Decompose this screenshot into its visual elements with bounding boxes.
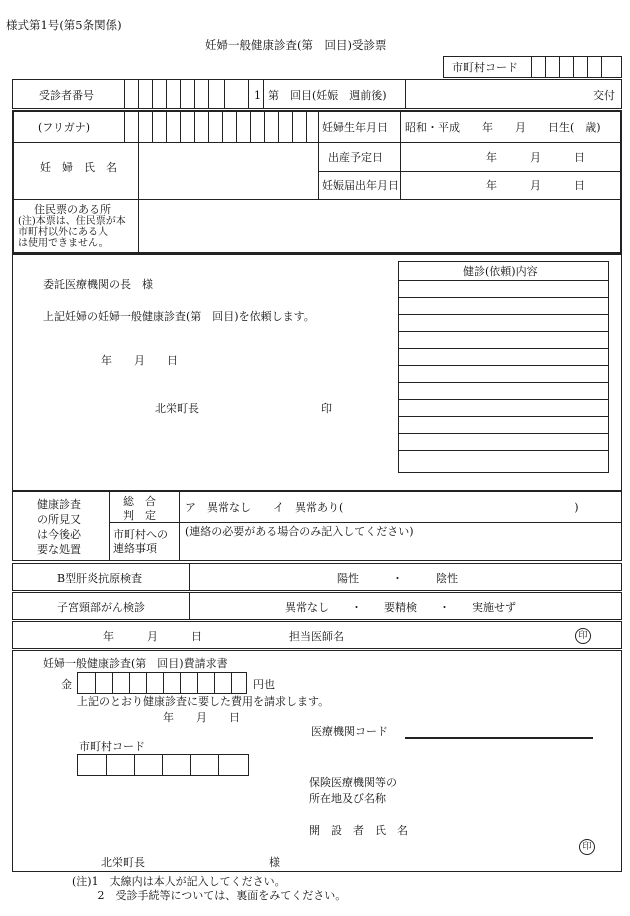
patient-info-section bbox=[12, 110, 622, 254]
doctor-date: 年 月 日 bbox=[103, 630, 202, 643]
request-seal: 印 bbox=[321, 402, 332, 415]
request-addressee: 委託医療機関の長 様 bbox=[43, 278, 153, 291]
notification-date-label: 妊娠届出年月日 bbox=[322, 179, 399, 192]
invoice-title: 妊婦一般健康診査(第 回目)費請求書 bbox=[43, 657, 228, 670]
hepatitis-options: 陽性 ・ 陰性 bbox=[337, 572, 458, 585]
birthdate-value: 昭和・平成 年 月 日生( 歳) bbox=[405, 121, 601, 134]
founder-seal: 印 bbox=[579, 839, 595, 855]
request-date: 年 月 日 bbox=[101, 354, 178, 367]
invoice-section bbox=[12, 650, 622, 872]
doctor-row bbox=[12, 621, 622, 649]
note-2: 2 受診手続等については、裏面をみてください。 bbox=[72, 889, 347, 902]
amount-prefix: 金 bbox=[61, 678, 72, 691]
doctor-seal: 印 bbox=[575, 628, 591, 644]
invoice-date: 年 月 日 bbox=[163, 711, 240, 724]
doctor-name-input[interactable] bbox=[357, 627, 577, 645]
form-title: 妊婦一般健康診査(第 回目)受診票 bbox=[205, 38, 387, 52]
invoice-municipality-code-label: 市町村コード bbox=[79, 740, 145, 753]
institution-code-input[interactable] bbox=[407, 723, 593, 737]
municipality-code-box bbox=[443, 56, 622, 78]
judgment-label: 総 合 判 定 bbox=[123, 495, 156, 522]
invoice-municipality-code-box bbox=[77, 754, 249, 776]
hepatitis-label: B型肝炎抗原検査 bbox=[57, 572, 143, 585]
address-input[interactable] bbox=[142, 204, 612, 248]
doctor-name-label: 担当医師名 bbox=[289, 630, 344, 643]
contact-value: (連絡の必要がある場合のみ記入してください) bbox=[185, 525, 414, 538]
invoice-statement: 上記のとおり健康診査に要した費用を請求します。 bbox=[77, 695, 330, 708]
contact-label: 市町村への 連絡事項 bbox=[113, 528, 168, 555]
cervical-options: 異常なし ・ 要精検 ・ 実施せず bbox=[285, 601, 516, 614]
patient-name-input[interactable] bbox=[142, 148, 314, 194]
invoice-addressee: 北栄町長 bbox=[101, 856, 145, 869]
institution-code-label: 医療機関コード bbox=[311, 725, 388, 738]
findings-label: 健康診査 の所見又 は今後必 要な処置 bbox=[37, 498, 81, 556]
form-number: 様式第1号(第5条関係) bbox=[6, 18, 122, 32]
amount-suffix: 円也 bbox=[253, 678, 275, 691]
due-date-label: 出産予定日 bbox=[328, 151, 383, 164]
invoice-municipality-code-input[interactable] bbox=[80, 757, 246, 773]
request-body: 上記妊婦の妊婦一般健康診査(第 回目)を依頼します。 bbox=[43, 310, 315, 323]
municipality-code-label: 市町村コード bbox=[452, 61, 518, 74]
request-signatory: 北栄町長 bbox=[155, 402, 199, 415]
cervical-row bbox=[12, 592, 622, 620]
request-section bbox=[12, 254, 622, 491]
checkup-contents-header: 健診(依頼)内容 bbox=[463, 265, 538, 278]
visit-text: 第 回目(妊娠 週前後) bbox=[268, 89, 387, 102]
patient-number-label: 受診者番号 bbox=[39, 89, 94, 102]
due-date-value: 年 月 日 bbox=[486, 151, 585, 164]
municipality-code-input[interactable] bbox=[534, 59, 619, 75]
patient-name-label: 妊 婦 氏 名 bbox=[40, 161, 117, 174]
address-note: (注)本票は、住民票が本 市町村以外にある人 は使用できません。 bbox=[18, 216, 126, 249]
notification-date-value: 年 月 日 bbox=[486, 179, 585, 192]
amount-box bbox=[77, 672, 247, 694]
invoice-honorific: 様 bbox=[269, 856, 280, 869]
institution-address-label: 保険医療機関等の 所在地及び名称 bbox=[309, 776, 397, 805]
furigana-input[interactable] bbox=[126, 116, 318, 136]
patient-number-row bbox=[12, 79, 622, 109]
visit-number: 1 bbox=[254, 89, 261, 102]
hepatitis-row bbox=[12, 563, 622, 591]
note-1: (注)1 太線内は本人が記入してください。 bbox=[72, 875, 286, 888]
founder-label: 開 設 者 氏 名 bbox=[309, 824, 408, 837]
amount-input[interactable] bbox=[80, 675, 244, 691]
cervical-label: 子宮頸部がん検診 bbox=[57, 601, 145, 614]
patient-number-input[interactable] bbox=[127, 84, 223, 104]
furigana-label: (フリガナ) bbox=[38, 121, 91, 134]
issued-label: 交付 bbox=[593, 89, 615, 102]
address-label: 住民票のある所 bbox=[34, 203, 111, 216]
judgment-value: ア 異常なし イ 異常あり( ) bbox=[185, 501, 579, 514]
checkup-contents-table bbox=[398, 261, 609, 473]
birthdate-label: 妊婦生年月日 bbox=[322, 121, 388, 134]
findings-section bbox=[12, 491, 622, 561]
